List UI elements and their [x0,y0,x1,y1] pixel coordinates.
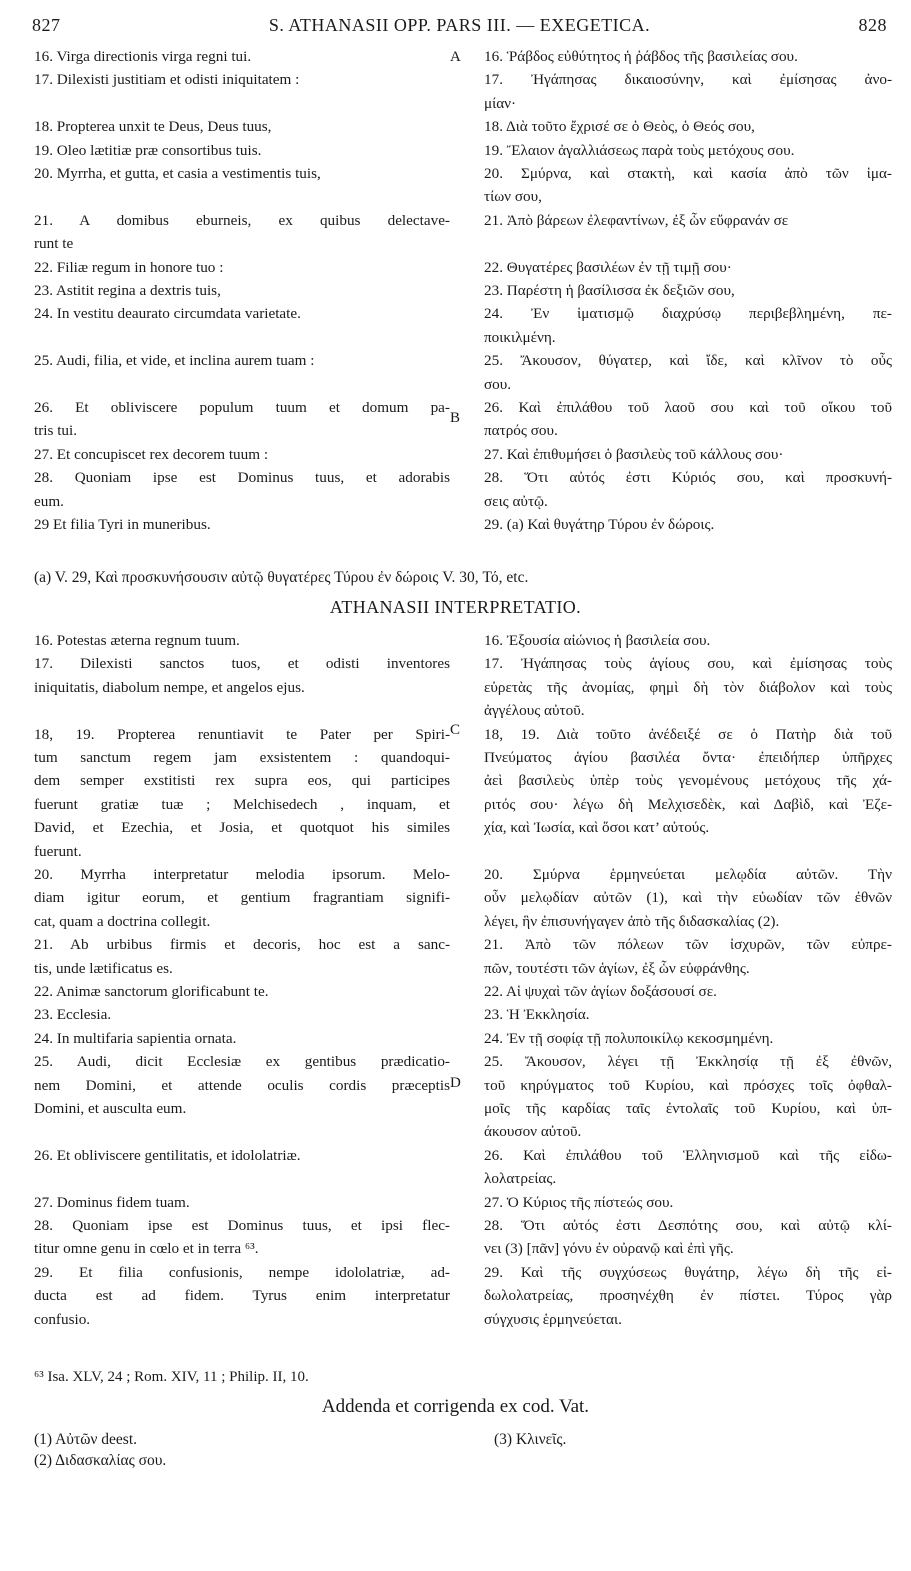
psalm-greek-line: σου. [484,375,512,393]
interpretatio-latin-line: 23. Ecclesia. [34,1006,112,1024]
interpretatio-greek-line: 16. Ἐξουσία αἰώνιος ἡ βασιλεία σου. [484,632,711,649]
interpretatio-greek-line: τοῦ κηρύγματος τοῦ Κυρίου, καὶ πρόσχες τοῖς ὀφθαλ- [484,1076,892,1094]
psalm-latin-column [34,45,450,536]
psalm-greek-line: ποικιλμένη. [484,328,556,346]
interpretatio-latin-column [34,629,450,1331]
interpretatio-latin-line: nem Domini, et attende oculis cordis præceptis [34,1076,450,1094]
psalm-greek-line: 27. Καὶ ἐπιθυμήσει ὁ βασιλεὺς τοῦ κάλλους σου· [484,445,784,463]
interpretatio-latin-line: 20. Myrrha interpretatur melodia ipsorum. Melo- [34,865,450,883]
psalm-greek-line: σεις αὐτῷ. [484,492,548,510]
interpretatio-latin-line: 17. Dilexisti sanctos tuos, et odisti inventores [34,655,450,673]
interpretatio-greek-line: 23. Ἡ Ἐκκλησία. [484,1006,590,1024]
interpretatio-latin-line: 21. Ab urbibus firmis et decoris, hoc est a sanc- [34,936,450,954]
interpretatio-greek-line: οὖν μελῳδίαν αὐτῶν (1), καὶ τὴν εὐωδίαν τῶν ἐθνῶν [484,889,892,907]
section-title: ATHANASII INTERPRETATIO. [329,597,582,617]
psalm-greek-line: 22. Θυγατέρες βασιλέων ἐν τῇ τιμῇ σου· [484,258,732,276]
margin-letter-c: C [450,722,461,738]
interpretatio-greek-line: 28. Ὅτι αὐτός ἐστι Δεσπότης σου, καὶ αὐτῷ κλί- [484,1216,892,1234]
psalm-latin-line: 18. Propterea unxit te Deus, Deus tuus, [34,118,272,136]
interpretatio-greek-column [484,629,892,1331]
interpretatio-greek-line: εὑρετὰς τῆς ἀνομίας, φημὶ δὴ τὸν διάβολον καὶ τοὺς [484,678,892,696]
interpretatio-greek-line: Πνεύματος ἁγίου βασιλέα ὄντα· ἐπειδήπερ ὑπῆρχες [484,748,892,766]
psalm-latin-line: 20. Myrrha, et gutta, et casia a vestimentis tuis, [34,165,321,183]
interpretatio-latin-line: 22. Animæ sanctorum glorificabunt te. [34,982,269,1000]
interpretatio-latin-line: 28. Quoniam ipse est Dominus tuus, et ipsi flec- [34,1216,450,1234]
addenda-item-1: (1) Αὐτῶν deest. [34,1431,137,1448]
interpretatio-greek-line: άκουσον αὐτοῦ. [484,1123,582,1141]
interpretatio-greek-line: λέγει, ἣν ἐπισυνήγαγεν ἀπὸ τῆς διδασκαλίας (2). [484,912,780,930]
psalm-latin-line: 17. Dilexisti justitiam et odisti iniquitatem : [34,71,300,89]
interpretatio-latin-line: confusio. [34,1310,91,1328]
interpretatio-latin-line: David, et Ezechia, et Josia, et quotquot his similes [34,819,450,837]
interpretatio-greek-line: 25. Ἄκουσον, λέγει τῇ Ἐκκλησίᾳ τῇ ἐξ ἐθνῶν, [484,1053,892,1071]
interpretatio-latin-line: Domini, et ausculta eum. [34,1099,187,1117]
interpretatio-latin-line: diam igitur eorum, et gentium fragrantiam signifi- [34,889,450,907]
psalm-latin-line: 24. In vestitu deaurato circumdata varietate. [34,305,301,323]
addenda-title: Addenda et corrigenda ex cod. Vat. [321,1396,590,1417]
interpretatio-latin-line: iniquitatis, diabolum nempe, et angelos ejus. [34,678,305,696]
psalm-latin-line: 29 Et filia Tyri in muneribus. [34,516,211,534]
interpretatio-latin-line [34,699,450,722]
interpretatio-latin-line [34,1120,450,1143]
page-number-left: 827 [32,15,61,35]
interpretatio-greek-line: 29. Καὶ τῆς συγχύσεως θυγάτηρ, λέγω δὴ τῆς εἰ- [484,1263,892,1281]
interpretatio-greek-line: 21. Ἀπὸ τῶν πόλεων τῶν ἰσχυρῶν, τῶν εὐπρε- [484,936,892,954]
psalm-greek-column [484,45,892,536]
interpretatio-greek-line: 24. Ἐν τῇ σοφίᾳ τῇ πολυποικίλῳ κεκοσμημένη. [484,1029,774,1047]
interpretatio-greek-line: 18, 19. Διὰ τοῦτο ἀνέδειξέ σε ὁ Πατὴρ διὰ τοῦ [484,725,892,743]
interpretatio-latin-line: 25. Audi, dicit Ecclesiæ ex gentibus prædicatio- [34,1053,450,1071]
psalm-greek-line: 23. Παρέστη ἡ βασίλισσα ἐκ δεξιῶν σου, [484,282,735,300]
psalm-latin-line [34,185,450,208]
psalm-greek-line [484,232,892,255]
interpretatio-latin-line: fuerunt. [34,842,82,860]
interpretatio-greek-line: 27. Ὁ Κύριος τῆς πίστεώς σου. [484,1193,674,1211]
psalm-greek-line: πατρός σου. [484,422,558,440]
interpretatio-latin-line: 24. In multifaria sapientia ornata. [34,1029,237,1047]
addenda-item-3: (3) Κλινεῖς. [494,1431,567,1448]
interpretatio-greek-line: νει (3) [πᾶν] γόνυ ἐν οὐρανῷ καὶ ἐπὶ γῆς. [484,1240,734,1258]
psalm-latin-line: 27. Et concupiscet rex decorem tuum : [34,445,269,463]
interpretatio-greek-line: ριτός σου· λέγω δὴ Μελχισεδὲκ, καὶ Δαβὶδ, καὶ Ἐζε- [484,795,892,813]
interpretatio-latin-line: dem semper exstitisti rex supra eos, qui participes [34,772,450,790]
interpretatio-latin-line: tum sanctum regem jam exsistentem : quandoqui- [34,749,450,766]
psalm-latin-line: 22. Filiæ regum in honore tuo : [34,258,224,276]
psalm-latin-line: 28. Quoniam ipse est Dominus tuus, et adorabis [34,469,450,487]
psalm-latin-line: 23. Astitit regina a dextris tuis, [34,282,221,300]
scripture-footnote: ⁶³ Isa. XLV, 24 ; Rom. XIV, 11 ; Philip. II, 10. [34,1369,309,1385]
interpretatio-latin-line: cat, quam a doctrina collegit. [34,912,211,930]
psalm-greek-line: 21. Ἀπὸ βάρεων ἐλεφαντίνων, ἐξ ὧν εὔφρανάν σε [484,211,789,229]
running-header [32,15,887,39]
header-title: S. ATHANASII OPP. PARS III. — EXEGETICA. [268,15,651,35]
page-number-right: 828 [858,15,887,35]
psalm-latin-line [34,373,450,396]
margin-letter-d: D [450,1075,461,1091]
psalm-latin-line: 21. A domibus eburneis, ex quibus delectave- [34,211,450,229]
psalm-greek-line: 28. Ὅτι αὐτός ἐστι Κύριός σου, καὶ προσκυνή- [484,469,892,487]
interpretatio-greek-line: σύγχυσις ἑρμηνεύεται. [484,1310,622,1328]
psalm-greek-line: 19. Ἔλαιον ἀγαλλιάσεως παρὰ τοὺς μετόχους σου. [484,141,795,159]
psalm-latin-line: tris tui. [34,422,78,440]
interpretatio-greek-line: 20. Σμύρνα ἑρμηνεύεται μελῳδία αὐτῶν. Τὴν [484,865,892,883]
psalm-greek-line: 25. Ἄκουσον, θύγατερ, καὶ ἴδε, καὶ κλῖνον τὸ οὖς [484,352,892,370]
interpretatio-latin-line: 26. Et obliviscere gentilitatis, et idololatriæ. [34,1146,301,1164]
interpretatio-greek-line: 26. Καὶ ἐπιλάθου τοῦ Ἑλληνισμοῦ καὶ τῆς εἰδω- [484,1146,892,1164]
psalm-latin-line: 26. Et obliviscere populum tuum et domum pa- [34,399,450,417]
psalm-greek-line: 18. Διὰ τοῦτο ἔχρισέ σε ὁ Θεὸς, ὁ Θεός σου, [484,118,755,136]
interpretatio-latin-line [34,1167,450,1190]
interpretatio-greek-line: μοῖς τῆς καρδίας ταῖς ἐντολαῖς τοῦ Κυρίου, καὶ ὑπ- [484,1099,892,1117]
psalm-latin-line: eum. [34,492,64,510]
interpretatio-greek-line: πῶν, τουτέστι τῶν ἁγίων, ἐξ ὧν εὐφράνθης. [484,959,750,977]
psalm-latin-line: 16. Virga directionis virga regni tui. [34,48,252,65]
psalm-greek-line: 29. (a) Καὶ θυγάτηρ Τύρου ἐν δώροις. [484,516,715,534]
psalm-greek-line: μίαν· [484,94,517,112]
interpretatio-latin-line: 29. Et filia confusionis, nempe idololatriæ, ad- [34,1263,450,1281]
interpretatio-latin-line: fuerunt gratiæ tuæ ; Melchisedech , inquam, et [34,795,450,813]
interpretatio-greek-line: ἀγγέλους αὐτοῦ. [484,702,585,720]
interpretatio-latin-line: titur omne genu in cœlo et in terra ⁶³. [34,1240,259,1258]
psalm-latin-line: runt te [34,235,74,253]
margin-letter-a: A [450,49,461,65]
psalm-greek-line: 26. Καὶ ἐπιλάθου τοῦ λαοῦ σου καὶ τοῦ οἴκου τοῦ [484,399,892,417]
interpretatio-greek-line: ἀεὶ βασιλεὺς ὑπὲρ τοὺς γενομένους μετόχους τῆς χά- [484,772,892,790]
interpretatio-greek-line: χία, καὶ Ἰωσία, καὶ ὅσοι κατ’ αὐτούς. [484,819,710,837]
psalm-greek-line: 17. Ἠγάπησας δικαιοσύνην, καὶ ἐμίσησας ἀνο- [484,71,892,89]
psalm-latin-line: 19. Oleo lætitiæ præ consortibus tuis. [34,141,262,159]
interpretatio-latin-line: ducta est ad fidem. Tyrus enim interpretatur [34,1287,450,1305]
psalm-greek-line: 20. Σμύρνα, καὶ στακτὴ, καὶ κασία ἀπὸ τῶν ἱμα- [484,165,892,183]
addenda-item-2: (2) Διδασκαλίας σου. [34,1452,167,1469]
interpretatio-latin-line: tis, unde lætificatus es. [34,959,173,977]
psalm-greek-line: 16. Ῥάβδος εὐθύτητος ἡ ῥάβδος τῆς βασιλείας σου. [484,48,798,65]
interpretatio-latin-line: 18, 19. Propterea renuntiavit te Pater per Spiri- [34,725,450,743]
interpretatio-greek-line [484,840,892,863]
psalm-greek-line: 24. Ἐν ἱματισμῷ διαχρύσῳ περιβεβλημένη, πε- [484,305,892,323]
interpretatio-greek-line: 22. Αἱ ψυχαὶ τῶν ἁγίων δοξάσουσί σε. [484,982,717,1000]
interpretatio-greek-line: δωλολατρείας, προσηνέχθη ἐν πίστει. Τύρος γὰρ [484,1287,892,1305]
psalm-latin-line [34,92,450,115]
interpretatio-greek-line: λολατρείας. [484,1170,557,1188]
interpretatio-latin-line: 16. Potestas æterna regnum tuum. [34,632,240,649]
margin-letter-b: B [450,410,461,426]
interpretatio-latin-line: 27. Dominus fidem tuam. [34,1193,190,1211]
psalm-footnote: (a) V. 29, Καὶ προσκυνήσουσιν αὐτῷ θυγατέρες Τύρου ἐν δώροις V. 30, Τό, etc. [34,569,529,586]
psalm-latin-line: 25. Audi, filia, et vide, et inclina aurem tuam : [34,352,315,370]
interpretatio-greek-line: 17. Ἠγάπησας τοὺς ἁγίους σου, καὶ ἐμίσησας τοὺς [484,655,892,673]
psalm-greek-line: τίων σου, [484,188,542,206]
psalm-latin-line [34,326,450,349]
